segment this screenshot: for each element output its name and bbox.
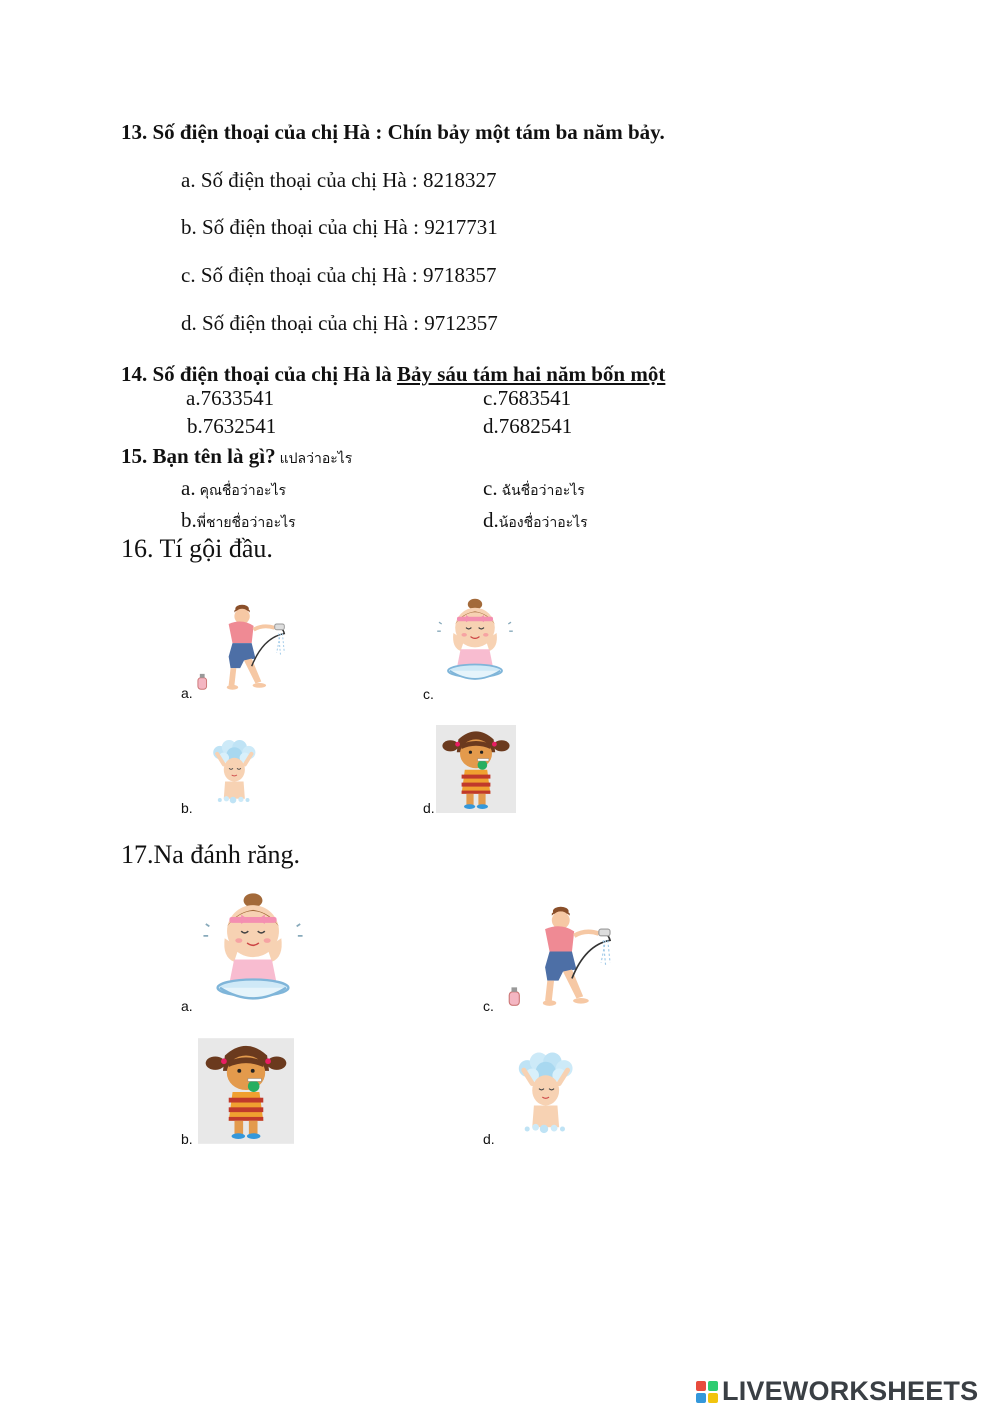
q13-option-a[interactable]: a. Số điện thoại của chị Hà : 8218327 xyxy=(181,168,497,192)
q14-option-a[interactable]: a.7633541 xyxy=(186,386,275,410)
q15-title-text: 15. Bạn tên là gì? xyxy=(121,444,276,468)
q15-option-a[interactable] xyxy=(181,476,286,502)
q16-label-c: c. xyxy=(423,686,434,702)
logo-mark-square-1 xyxy=(696,1381,706,1391)
q15-option-c-text: ฉันชื่อว่าอะไร xyxy=(501,483,585,499)
logo-text: LIVEWORKSHEETS xyxy=(722,1376,979,1406)
q16-label-d: d. xyxy=(423,800,435,816)
watering-feet-illustration[interactable] xyxy=(500,900,626,1012)
washing-face-illustration[interactable] xyxy=(194,888,312,1012)
q14-option-d[interactable]: d.7682541 xyxy=(483,414,573,438)
liveworksheets-logo xyxy=(696,1376,978,1407)
liveworksheets-mark-icon xyxy=(696,1381,718,1403)
q16-label-b: b. xyxy=(181,800,193,816)
q17-label-a: a. xyxy=(181,998,193,1014)
q14-prefix: 14. Số điện thoại của chị Hà là xyxy=(121,362,397,386)
watering-feet-illustration[interactable] xyxy=(196,597,292,697)
question-14-title xyxy=(121,362,665,387)
q14-option-b[interactable]: b.7632541 xyxy=(187,414,277,438)
q13-option-c[interactable]: c. Số điện thoại của chị Hà : 9718357 xyxy=(181,263,497,287)
question-17-title: 17.Na đánh răng. xyxy=(121,840,301,869)
q15-option-a-text: คุณชื่อว่าอะไร xyxy=(199,483,287,499)
q13-option-d[interactable]: d. Số điện thoại của chị Hà : 9712357 xyxy=(181,311,498,335)
question-15-title xyxy=(121,444,352,470)
question-16-title: 16. Tí gội đầu. xyxy=(121,534,273,563)
brushing-teeth-illustration[interactable] xyxy=(198,1036,294,1146)
q15-option-d[interactable] xyxy=(483,508,588,534)
q15-option-b-letter: b. xyxy=(181,508,197,532)
logo-mark-square-4 xyxy=(708,1393,718,1403)
q15-option-b[interactable] xyxy=(181,508,296,534)
logo-mark-square-2 xyxy=(708,1381,718,1391)
q16-label-a: a. xyxy=(181,685,193,701)
shampoo-hair-illustration[interactable] xyxy=(200,727,266,815)
q13-option-b[interactable]: b. Số điện thoại của chị Hà : 9217731 xyxy=(181,215,498,239)
shampoo-hair-illustration[interactable] xyxy=(502,1038,586,1146)
q17-label-b: b. xyxy=(181,1131,193,1147)
q17-label-d: d. xyxy=(483,1131,495,1147)
q15-option-c[interactable] xyxy=(483,476,585,502)
washing-face-illustration[interactable] xyxy=(430,587,520,697)
question-13-title: 13. Số điện thoại của chị Hà : Chín bảy một tám ba năm bảy. xyxy=(121,120,665,144)
q15-option-a-letter: a. xyxy=(181,476,196,500)
q15-option-b-text: พี่ชายชื่อว่าอะไร xyxy=(196,515,296,531)
q15-option-c-letter: c. xyxy=(483,476,498,500)
q17-label-c: c. xyxy=(483,998,494,1014)
q14-option-c[interactable]: c.7683541 xyxy=(483,386,572,410)
logo-mark-square-3 xyxy=(696,1393,706,1403)
brushing-teeth-illustration[interactable] xyxy=(436,725,516,813)
q15-thai-suffix: แปลว่าอะไร xyxy=(279,451,353,467)
q15-option-d-letter: d. xyxy=(483,508,499,532)
q15-option-d-text: น้องชื่อว่าอะไร xyxy=(498,515,588,531)
q14-underlined-number: Bảy sáu tám hai năm bốn một xyxy=(396,362,666,386)
